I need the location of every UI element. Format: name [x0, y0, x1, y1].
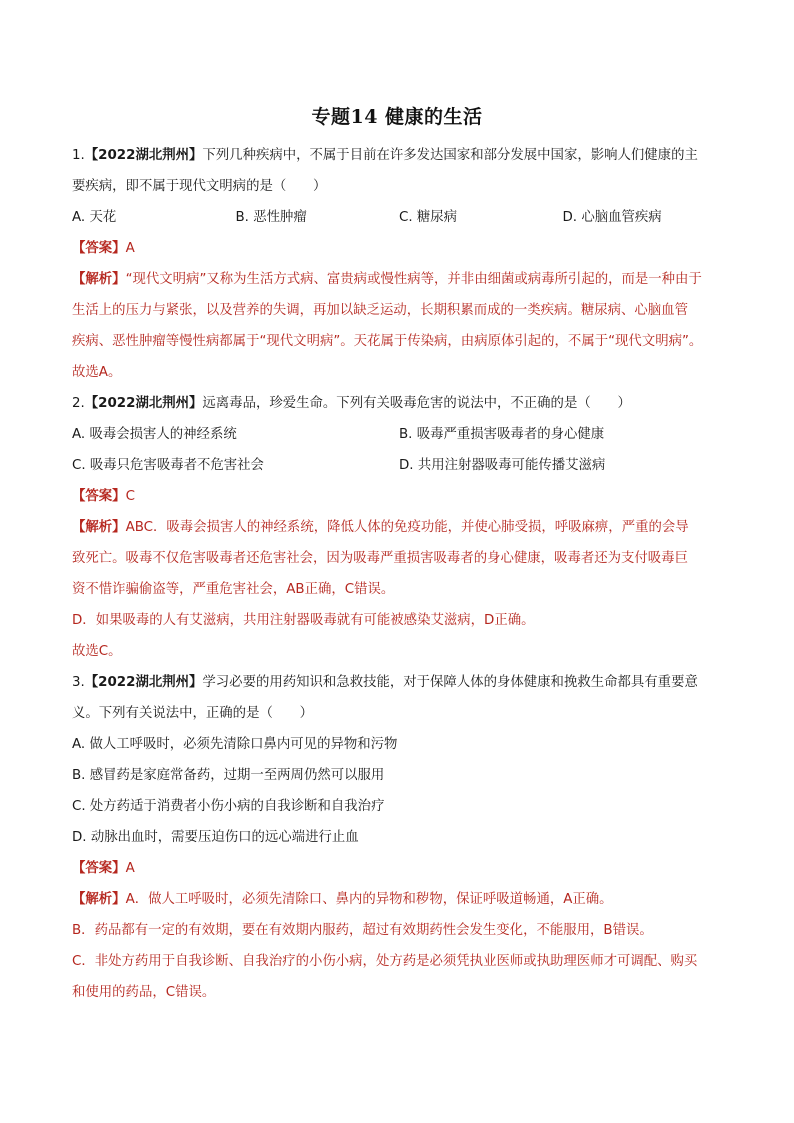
answer-line: [72, 233, 726, 264]
option-b: B. 吸毒严重损害吸毒者的身心健康: [399, 427, 605, 442]
content-area: [72, 140, 726, 1008]
question-text: 学习必要的用药知识和急救技能，对于保障人体的身体健康和挽救生命都具有重要意: [202, 675, 698, 690]
analysis-line: 故选C。: [72, 644, 122, 659]
analysis-label: 【解析】: [72, 892, 126, 907]
answer-line: [72, 853, 726, 884]
analysis-line: B．药品都有一定的有效期，要在有效期内服药，超过有效期药性会发生变化，不能服用，B错误。: [72, 923, 653, 938]
analysis-text: A．做人工呼吸时，必须先清除口、鼻内的异物和秽物，保证呼吸道畅通，A正确。: [125, 892, 613, 907]
answer-value: C: [125, 489, 135, 504]
question-text: 远离毒品，珍爱生命。下列有关吸毒危害的说法中，不正确的是（ ）: [202, 396, 631, 411]
options-row: [72, 419, 726, 450]
question-3: [72, 667, 726, 1008]
analysis-text: ABC．吸毒会损害人的神经系统，降低人体的免疫功能，并使心肺受损，呼吸麻痹，严重的会导: [125, 520, 689, 535]
analysis-line: C．非处方药用于自我诊断、自我治疗的小伤小病，处方药是必须凭执业医师或执助理医师才可调配、购买: [72, 954, 698, 969]
question-source: 【2022湖北荆州】: [84, 675, 203, 690]
answer-value: A: [125, 241, 135, 256]
question-stem-line: 义。下列有关说法中，正确的是（ ）: [72, 706, 314, 721]
analysis-line: [72, 512, 726, 543]
analysis-line: 生活上的压力与紧张，以及营养的失调，再加以缺乏运动，长期积累而成的一类疾病。糖尿病、心脑血管: [72, 303, 688, 318]
option-d: D. 动脉出血时，需要压迫伤口的远心端进行止血: [72, 830, 359, 845]
option-c: C. 处方药适于消费者小伤小病的自我诊断和自我治疗: [72, 799, 385, 814]
question-source: 【2022湖北荆州】: [84, 396, 203, 411]
analysis-line: 和使用的药品，C错误。: [72, 985, 216, 1000]
question-text: 下列几种疾病中，不属于目前在许多发达国家和部分发展中国家，影响人们健康的主: [202, 148, 698, 163]
option-c: C. 吸毒只危害吸毒者不危害社会: [72, 458, 264, 473]
option-b: B. 感冒药是家庭常备药，过期一至两周仍然可以服用: [72, 768, 385, 783]
analysis-line: 疾病、恶性肿瘤等慢性病都属于“现代文明病”。天花属于传染病，由病原体引起的，不属于“现代文明病”。: [72, 334, 703, 349]
answer-label: 【答案】: [72, 241, 126, 256]
question-number: 2.: [72, 396, 85, 411]
question-1: [72, 140, 726, 388]
question-source: 【2022湖北荆州】: [84, 148, 203, 163]
option-d: D. 心脑血管疾病: [562, 210, 662, 225]
question-2: [72, 388, 726, 667]
analysis-text: “现代文明病”又称为生活方式病、富贵病或慢性病等，并非由细菌或病毒所引起的，而是一种由于: [125, 272, 702, 287]
analysis-label: 【解析】: [72, 272, 126, 287]
analysis-line: D．如果吸毒的人有艾滋病，共用注射器吸毒就有可能被感染艾滋病，D正确。: [72, 613, 535, 628]
option-a: A. 吸毒会损害人的神经系统: [72, 427, 237, 442]
question-stem-line: [72, 388, 726, 419]
option-a: A. 做人工呼吸时，必须先清除口鼻内可见的异物和污物: [72, 737, 398, 752]
answer-line: [72, 481, 726, 512]
option-a: A. 天花: [72, 210, 117, 225]
answer-label: 【答案】: [72, 861, 126, 876]
options-row: [72, 202, 726, 233]
options-row: [72, 450, 726, 481]
analysis-line: 资不惜诈骗偷盗等，严重危害社会，AB正确，C错误。: [72, 582, 395, 597]
analysis-line: 致死亡。吸毒不仅危害吸毒者还危害社会，因为吸毒严重损害吸毒者的身心健康，吸毒者还为支付吸毒巨: [72, 551, 688, 566]
page-title: 专题14 健康的生活: [311, 106, 483, 128]
question-stem-line: [72, 140, 726, 171]
analysis-label: 【解析】: [72, 520, 126, 535]
question-stem-line: [72, 667, 726, 698]
analysis-line: [72, 884, 726, 915]
option-d: D. 共用注射器吸毒可能传播艾滋病: [399, 458, 606, 473]
question-number: 3.: [72, 675, 85, 690]
analysis-line: 故选A。: [72, 365, 122, 380]
answer-label: 【答案】: [72, 489, 126, 504]
answer-value: A: [125, 861, 135, 876]
question-stem-line: 要疾病，即不属于现代文明病的是（ ）: [72, 179, 327, 194]
option-c: C. 糖尿病: [399, 210, 458, 225]
option-b: B. 恶性肿瘤: [235, 210, 307, 225]
analysis-line: [72, 264, 726, 295]
question-number: 1.: [72, 148, 85, 163]
